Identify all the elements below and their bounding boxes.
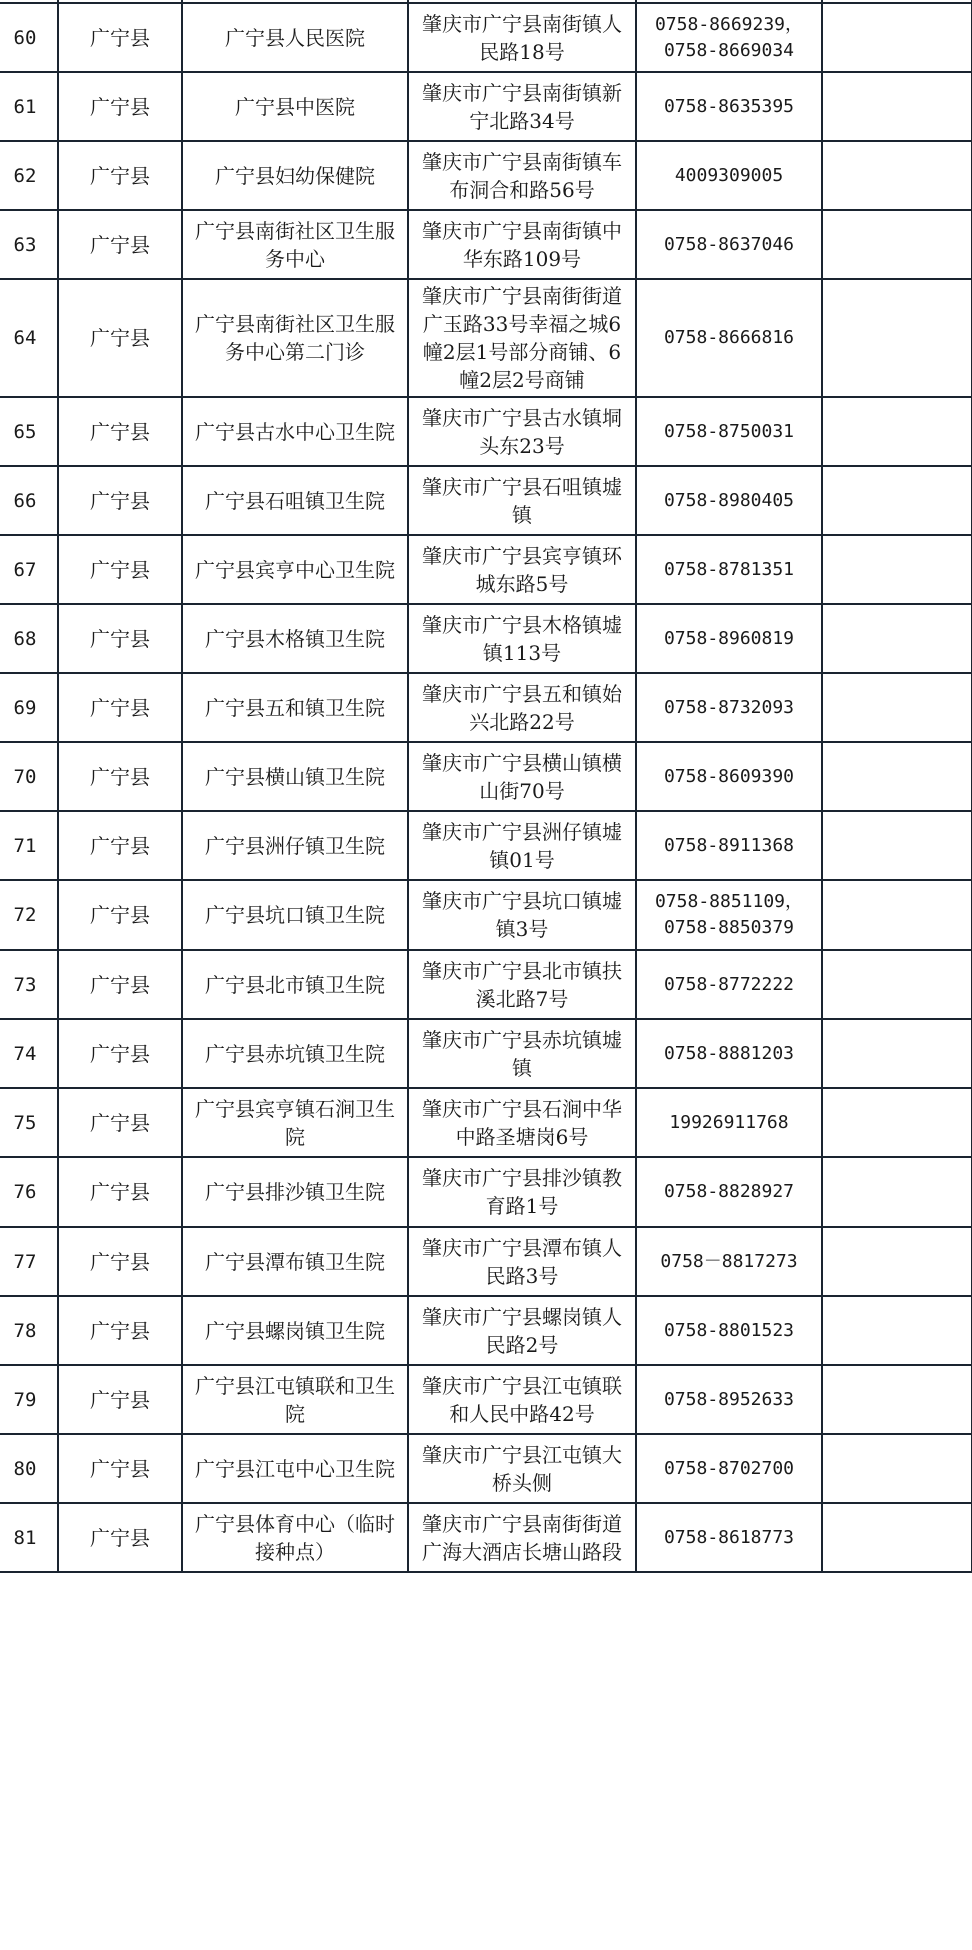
trailing-cell — [822, 742, 972, 811]
row-number-cell: 78 — [0, 1296, 58, 1365]
phone-cell: 0758-8637046 — [636, 210, 822, 279]
trailing-cell — [822, 1296, 972, 1365]
table-row — [0, 604, 972, 673]
row-number-cell: 73 — [0, 950, 58, 1019]
row-number-cell: 76 — [0, 1157, 58, 1227]
phone-cell: 0758-8702700 — [636, 1434, 822, 1503]
row-number-cell: 65 — [0, 397, 58, 466]
institution-name-cell: 广宁县横山镇卫生院 — [182, 742, 408, 811]
address-cell: 肇庆市广宁县螺岗镇人民路2号 — [408, 1296, 636, 1365]
county-cell: 广宁县 — [58, 535, 182, 604]
table-row — [0, 1434, 972, 1503]
row-number-cell: 61 — [0, 72, 58, 141]
table-row — [0, 950, 972, 1019]
institution-name-cell: 广宁县石咀镇卫生院 — [182, 466, 408, 535]
table-row — [0, 210, 972, 279]
county-cell: 广宁县 — [58, 397, 182, 466]
address-cell: 肇庆市广宁县南街街道广海大酒店长塘山路段 — [408, 1503, 636, 1572]
row-number-cell: 60 — [0, 3, 58, 72]
phone-cell: 0758-8952633 — [636, 1365, 822, 1434]
address-cell: 肇庆市广宁县石涧中华中路圣塘岗6号 — [408, 1088, 636, 1157]
trailing-cell — [822, 397, 972, 466]
address-cell: 肇庆市广宁县赤坑镇墟镇 — [408, 1019, 636, 1088]
table-row — [0, 673, 972, 742]
row-number-cell: 62 — [0, 141, 58, 210]
phone-cell: 0758-8609390 — [636, 742, 822, 811]
county-cell: 广宁县 — [58, 1088, 182, 1157]
address-cell: 肇庆市广宁县南街镇人民路18号 — [408, 3, 636, 72]
county-cell: 广宁县 — [58, 1503, 182, 1572]
table-row — [0, 742, 972, 811]
trailing-cell — [822, 1088, 972, 1157]
address-cell: 肇庆市广宁县南街镇车布洞合和路56号 — [408, 141, 636, 210]
trailing-cell — [822, 1503, 972, 1572]
institution-name-cell: 广宁县潭布镇卫生院 — [182, 1227, 408, 1296]
table-row — [0, 279, 972, 397]
phone-cell: 19926911768 — [636, 1088, 822, 1157]
trailing-cell — [822, 535, 972, 604]
address-cell: 肇庆市广宁县排沙镇教育路1号 — [408, 1157, 636, 1227]
row-number-cell: 69 — [0, 673, 58, 742]
trailing-cell — [822, 1019, 972, 1088]
trailing-cell — [822, 950, 972, 1019]
phone-cell: 0758-8801523 — [636, 1296, 822, 1365]
institution-name-cell: 广宁县北市镇卫生院 — [182, 950, 408, 1019]
institution-name-cell: 广宁县宾亨中心卫生院 — [182, 535, 408, 604]
trailing-cell — [822, 880, 972, 950]
address-cell: 肇庆市广宁县宾亨镇环城东路5号 — [408, 535, 636, 604]
row-number-cell: 66 — [0, 466, 58, 535]
table-row — [0, 3, 972, 72]
phone-cell: 0758-8666816 — [636, 279, 822, 397]
table-row — [0, 1503, 972, 1572]
institution-name-cell: 广宁县南街社区卫生服务中心第二门诊 — [182, 279, 408, 397]
address-cell: 肇庆市广宁县五和镇始兴北路22号 — [408, 673, 636, 742]
phone-cell: 0758-8781351 — [636, 535, 822, 604]
county-cell: 广宁县 — [58, 1296, 182, 1365]
address-cell: 肇庆市广宁县北市镇扶溪北路7号 — [408, 950, 636, 1019]
row-number-cell: 74 — [0, 1019, 58, 1088]
address-cell: 肇庆市广宁县木格镇墟镇113号 — [408, 604, 636, 673]
county-cell: 广宁县 — [58, 1434, 182, 1503]
trailing-cell — [822, 604, 972, 673]
county-cell: 广宁县 — [58, 3, 182, 72]
county-cell: 广宁县 — [58, 673, 182, 742]
table-row — [0, 466, 972, 535]
address-cell: 肇庆市广宁县南街街道广玉路33号幸福之城6幢2层1号部分商铺、6幢2层2号商铺 — [408, 279, 636, 397]
institution-name-cell: 广宁县赤坑镇卫生院 — [182, 1019, 408, 1088]
row-number-cell: 64 — [0, 279, 58, 397]
institution-name-cell: 广宁县螺岗镇卫生院 — [182, 1296, 408, 1365]
trailing-cell — [822, 3, 972, 72]
county-cell: 广宁县 — [58, 1019, 182, 1088]
institution-name-cell: 广宁县坑口镇卫生院 — [182, 880, 408, 950]
trailing-cell — [822, 141, 972, 210]
row-number-cell: 75 — [0, 1088, 58, 1157]
address-cell: 肇庆市广宁县古水镇垌头东23号 — [408, 397, 636, 466]
county-cell: 广宁县 — [58, 279, 182, 397]
row-number-cell: 72 — [0, 880, 58, 950]
trailing-cell — [822, 72, 972, 141]
county-cell: 广宁县 — [58, 1227, 182, 1296]
table-row — [0, 397, 972, 466]
trailing-cell — [822, 279, 972, 397]
county-cell: 广宁县 — [58, 604, 182, 673]
table-row — [0, 1088, 972, 1157]
county-cell: 广宁县 — [58, 1157, 182, 1227]
phone-cell: 4009309005 — [636, 141, 822, 210]
county-cell: 广宁县 — [58, 72, 182, 141]
trailing-cell — [822, 1434, 972, 1503]
trailing-cell — [822, 811, 972, 880]
table-row — [0, 1019, 972, 1088]
county-cell: 广宁县 — [58, 141, 182, 210]
institution-name-cell: 广宁县古水中心卫生院 — [182, 397, 408, 466]
institution-name-cell: 广宁县五和镇卫生院 — [182, 673, 408, 742]
trailing-cell — [822, 673, 972, 742]
table-row — [0, 1365, 972, 1434]
institution-name-cell: 广宁县江屯镇联和卫生院 — [182, 1365, 408, 1434]
institution-name-cell: 广宁县南街社区卫生服务中心 — [182, 210, 408, 279]
row-number-cell: 81 — [0, 1503, 58, 1572]
trailing-cell — [822, 1157, 972, 1227]
table-row — [0, 535, 972, 604]
trailing-cell — [822, 1227, 972, 1296]
institution-name-cell: 广宁县江屯中心卫生院 — [182, 1434, 408, 1503]
phone-cell: 0758-8750031 — [636, 397, 822, 466]
phone-cell: 0758-8669239，0758-8669034 — [636, 3, 822, 72]
phone-cell: 0758－8817273 — [636, 1227, 822, 1296]
table-row — [0, 811, 972, 880]
address-cell: 肇庆市广宁县坑口镇墟镇3号 — [408, 880, 636, 950]
address-cell: 肇庆市广宁县横山镇横山街70号 — [408, 742, 636, 811]
county-cell: 广宁县 — [58, 210, 182, 279]
trailing-cell — [822, 1365, 972, 1434]
county-cell: 广宁县 — [58, 950, 182, 1019]
institution-name-cell: 广宁县妇幼保健院 — [182, 141, 408, 210]
row-number-cell: 77 — [0, 1227, 58, 1296]
row-number-cell: 70 — [0, 742, 58, 811]
table-row — [0, 1157, 972, 1227]
address-cell: 肇庆市广宁县南街镇新宁北路34号 — [408, 72, 636, 141]
phone-cell: 0758-8911368 — [636, 811, 822, 880]
trailing-cell — [822, 210, 972, 279]
phone-cell: 0758-8618773 — [636, 1503, 822, 1572]
county-cell: 广宁县 — [58, 880, 182, 950]
table-row — [0, 1296, 972, 1365]
address-cell: 肇庆市广宁县洲仔镇墟镇01号 — [408, 811, 636, 880]
institution-name-cell: 广宁县人民医院 — [182, 3, 408, 72]
institution-name-cell: 广宁县洲仔镇卫生院 — [182, 811, 408, 880]
institution-name-cell: 广宁县排沙镇卫生院 — [182, 1157, 408, 1227]
table-row — [0, 880, 972, 950]
address-cell: 肇庆市广宁县石咀镇墟镇 — [408, 466, 636, 535]
phone-cell: 0758-8881203 — [636, 1019, 822, 1088]
row-number-cell: 68 — [0, 604, 58, 673]
county-cell: 广宁县 — [58, 742, 182, 811]
table-row — [0, 141, 972, 210]
county-cell: 广宁县 — [58, 1365, 182, 1434]
phone-cell: 0758-8960819 — [636, 604, 822, 673]
phone-cell: 0758-8980405 — [636, 466, 822, 535]
table-row — [0, 1227, 972, 1296]
row-number-cell: 71 — [0, 811, 58, 880]
phone-cell: 0758-8732093 — [636, 673, 822, 742]
trailing-cell — [822, 466, 972, 535]
row-number-cell: 63 — [0, 210, 58, 279]
institution-name-cell: 广宁县木格镇卫生院 — [182, 604, 408, 673]
row-number-cell: 67 — [0, 535, 58, 604]
phone-cell: 0758-8772222 — [636, 950, 822, 1019]
county-cell: 广宁县 — [58, 466, 182, 535]
address-cell: 肇庆市广宁县南街镇中华东路109号 — [408, 210, 636, 279]
row-number-cell: 80 — [0, 1434, 58, 1503]
table-row — [0, 72, 972, 141]
phone-cell: 0758-8828927 — [636, 1157, 822, 1227]
address-cell: 肇庆市广宁县江屯镇大桥头侧 — [408, 1434, 636, 1503]
address-cell: 肇庆市广宁县江屯镇联和人民中路42号 — [408, 1365, 636, 1434]
institution-name-cell: 广宁县宾亨镇石涧卫生院 — [182, 1088, 408, 1157]
county-cell: 广宁县 — [58, 811, 182, 880]
institution-name-cell: 广宁县中医院 — [182, 72, 408, 141]
phone-cell: 0758-8635395 — [636, 72, 822, 141]
phone-cell: 0758-8851109，0758-8850379 — [636, 880, 822, 950]
row-number-cell: 79 — [0, 1365, 58, 1434]
institution-name-cell: 广宁县体育中心（临时接种点） — [182, 1503, 408, 1572]
address-cell: 肇庆市广宁县潭布镇人民路3号 — [408, 1227, 636, 1296]
